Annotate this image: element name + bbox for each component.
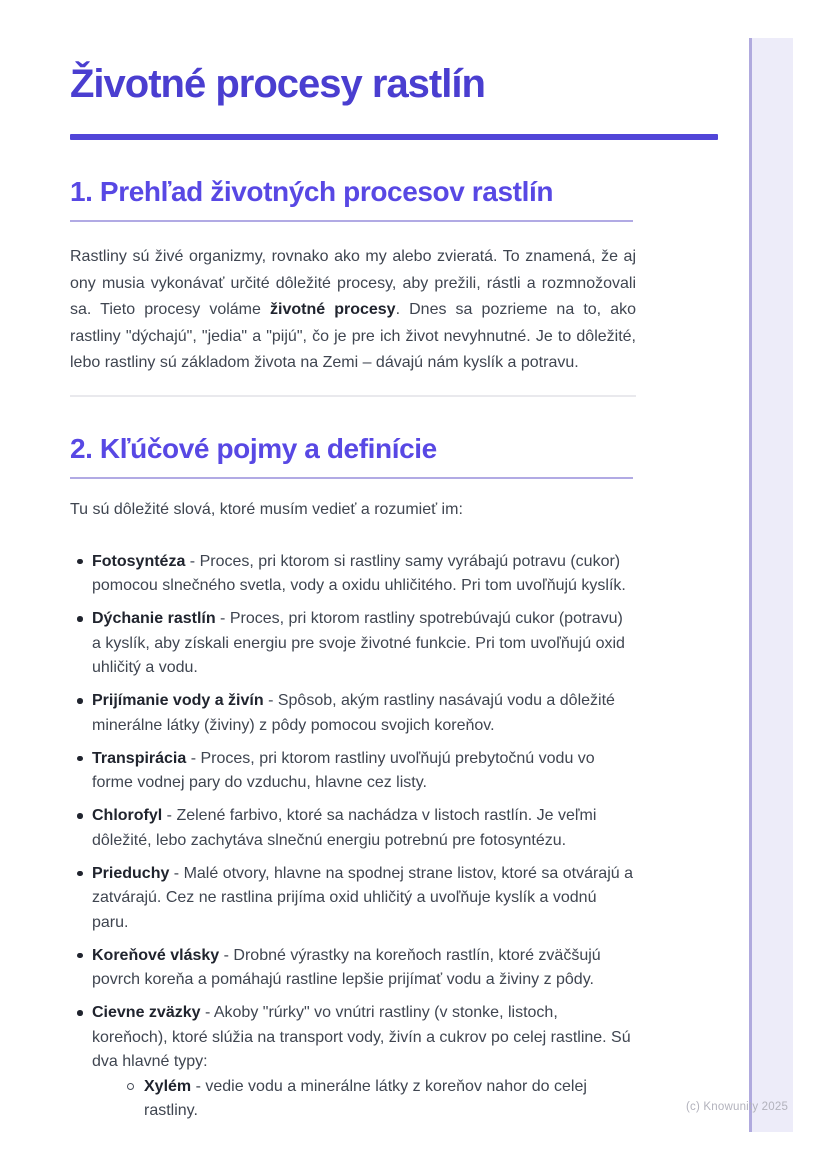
page-margin-strip: [749, 38, 793, 1132]
term-label: Xylém: [144, 1077, 192, 1095]
sub-term-item: [122, 1075, 636, 1124]
section-2-intro: Tu sú dôležité slová, ktoré musím vedieť a rozumieť im:: [70, 500, 463, 518]
bullet-icon: [77, 756, 83, 762]
bullet-icon: [77, 559, 83, 565]
term-description: - Spôsob, akým rastliny nasávajú vodu a dôležité minerálne látky (živiny) z pôdy pomocou svojich koreňov.: [92, 692, 615, 734]
bullet-icon: [77, 871, 83, 877]
bullet-icon: [77, 953, 83, 959]
term-label: Prijímanie vody a živín: [92, 692, 264, 709]
term-description: - Proces, pri ktorom si rastliny samy vyrábajú potravu (cukor) pomocou slnečného svetla, vody a oxidu uhličitého. Pri tom uvoľňujú kyslík.: [92, 552, 626, 594]
term-label: Dýchanie rastlín: [92, 610, 216, 627]
section-1-paragraph: [70, 244, 636, 377]
term-list: [70, 550, 636, 1124]
term-item: [70, 689, 636, 738]
copyright-watermark: (c) Knowunity 2025: [686, 1101, 789, 1113]
section-1-heading-rule: [70, 220, 633, 222]
circle-bullet-icon: [127, 1083, 134, 1090]
page-title: Životné procesy rastlín: [70, 62, 485, 106]
term-label: Chlorofyl: [92, 807, 163, 824]
section-divider: [70, 395, 636, 397]
bullet-icon: [77, 813, 83, 819]
term-description: - vedie vodu a minerálne látky z koreňov nahor do celej rastliny.: [144, 1077, 587, 1119]
section-overview: [70, 174, 636, 377]
term-description: - Drobné výrastky na koreňoch rastlín, ktoré zväčšujú povrch koreňa a pomáhajú rastline lepšie prijímať vodu a živiny z pôdy.: [92, 946, 601, 988]
term-item: [70, 804, 636, 853]
sub-term-list: [92, 1075, 636, 1124]
term-label: Fotosyntéza: [92, 552, 186, 570]
section-key-terms: [70, 431, 636, 1124]
term-description: - Zelené farbivo, ktoré sa nachádza v listoch rastlín. Je veľmi dôležité, lebo zachytáva slnečnú energiu potrebnú pre fotosyntézu.: [92, 807, 597, 849]
document-content: [70, 0, 636, 1124]
bullet-icon: [77, 616, 83, 622]
title-divider: [70, 134, 718, 140]
bullet-icon: [77, 698, 83, 704]
section-2-heading: 2. Kľúčové pojmy a definície: [70, 432, 437, 464]
lead-text-bold: životné procesy: [270, 301, 396, 318]
term-description: - Malé otvory, hlavne na spodnej strane listov, ktoré sa otvárajú a zatvárajú. Cez ne rastlina prijíma oxid uhličitý a uvoľňuje kyslík a vodnú paru.: [92, 864, 633, 931]
term-label: Prieduchy: [92, 864, 170, 882]
term-description: - Proces, pri ktorom rastliny uvoľňujú prebytočnú vodu vo forme vodnej pary do vzduchu, hlavne cez listy.: [92, 749, 595, 791]
bullet-icon: [77, 1010, 83, 1016]
lead-text-pre: Rastliny sú živé organizmy, rovnako ako my alebo zvieratá. To znamená, že aj ony musia vykonávať určité dôležité procesy, aby prežili, rástli a rozmnožovali sa. Tieto procesy voláme: [70, 248, 636, 318]
lead-text-post: . Dnes sa pozrieme na to, ako rastliny "dýchajú", "jedia" a "pijú", čo je pre ich život nevyhnutné. Je to dôležité, lebo rastliny sú základom života na Zemi – dávajú nám kyslík a potravu.: [70, 301, 636, 371]
term-item: [70, 747, 636, 796]
term-description: - Akoby "rúrky" vo vnútri rastliny (v stonke, listoch, koreňoch), ktoré slúžia na transport vody, živín a cukrov po celej rastline. Sú dva hlavné typy:: [92, 1004, 631, 1070]
section-1-heading: 1. Prehľad životných procesov rastlín: [70, 176, 554, 207]
term-item: [70, 1001, 636, 1124]
section-2-heading-rule: [70, 477, 633, 479]
term-item: [70, 944, 636, 993]
term-description: - Proces, pri ktorom rastliny spotrebúvajú cukor (potravu) a kyslík, aby získali energiu pre svoje životné funkcie. Pri tom uvoľňujú oxid uhličitý a vodu.: [92, 610, 625, 676]
term-label: Koreňové vlásky: [92, 946, 220, 964]
term-item: [70, 862, 636, 936]
term-item: [70, 607, 636, 681]
term-item: [70, 550, 636, 599]
term-label: Cievne zväzky: [92, 1004, 201, 1021]
term-label: Transpirácia: [92, 749, 187, 767]
